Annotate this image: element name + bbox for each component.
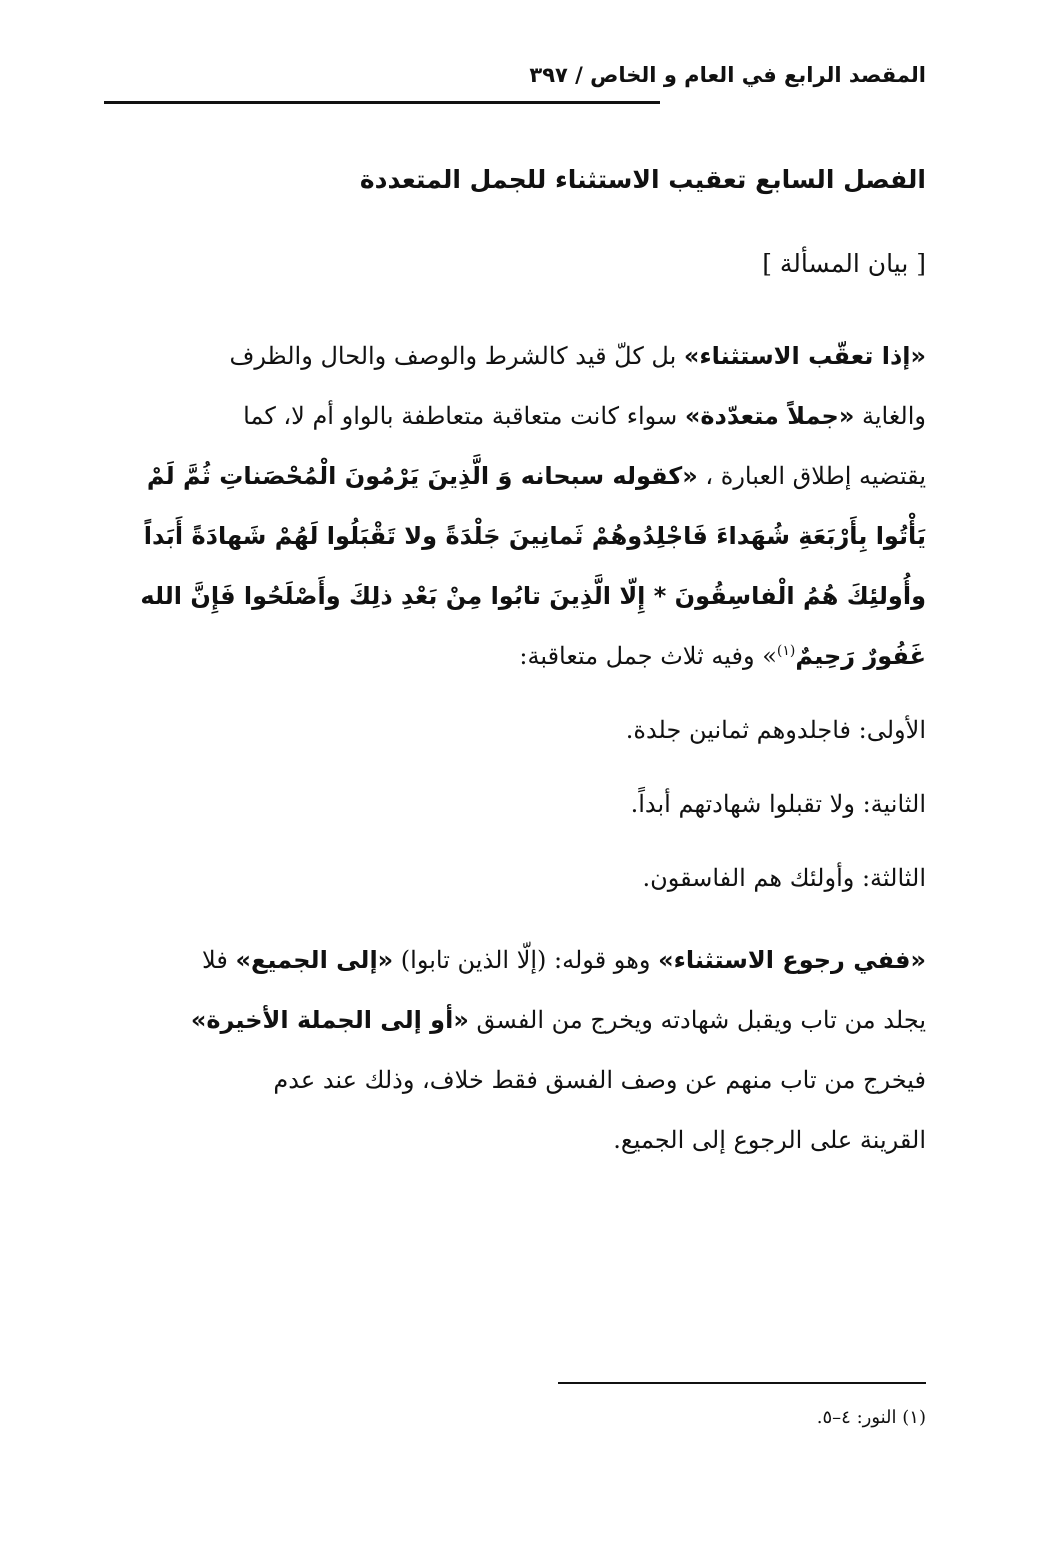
quran-verse-start: «كقوله سبحانه وَ الَّذِينَ يَرْمُونَ الْمُحْصَناتِ ثُمَّ لَمْ <box>146 462 698 490</box>
text-run: فلا <box>202 946 236 974</box>
paragraph-2-line-2 <box>104 990 926 1050</box>
paragraph-1 <box>104 326 926 686</box>
bold-phrase: «جملاً متعدّدة» <box>684 402 855 430</box>
text-run: » وفيه ثلاث جمل متعاقبة: <box>519 642 777 670</box>
bold-phrase: «أو إلى الجملة الأخيرة» <box>190 1006 469 1034</box>
paragraph-2-line-4: القرينة على الرجوع إلى الجميع. <box>613 1126 926 1154</box>
text-run: والغاية <box>854 402 926 430</box>
paragraph-1-line-3 <box>104 446 926 506</box>
quran-verse-line: يَأْتُوا بِأَرْبَعَةِ شُهَداءَ فَاجْلِدُوهُمْ ثَمانِينَ جَلْدَةً ولا تَقْبَلُوا لَهُمْ شَهادَةً أَبَداً <box>143 522 926 550</box>
chapter-title: الفصل السابع تعقيب الاستثناء للجمل المتعددة <box>359 165 926 194</box>
paragraph-2-line-3: فيخرج من تاب منهم عن وصف الفسق فقط خلاف، وذلك عند عدم <box>273 1066 926 1094</box>
paragraph-2-line-1 <box>104 930 926 990</box>
footnote: (١) النور: ٤–٥. <box>816 1407 926 1428</box>
footnote-rule <box>558 1382 926 1384</box>
header-rule <box>104 101 660 104</box>
footnote-marker: (١) <box>776 643 796 659</box>
text-run: وهو قوله: (إلّا الذين تابوا) <box>393 946 659 974</box>
list-item-first: الأولى: فاجلدوهم ثمانين جلدة. <box>625 716 926 744</box>
paragraph-1-line-6 <box>104 626 926 686</box>
quran-verse-line: وأُولئِكَ هُمُ الْفاسِقُونَ * إِلّا الَّذِينَ تابُوا مِنْ بَعْدِ ذلِكَ وأَصْلَحُوا فَإِنَّ الله <box>140 582 926 610</box>
list-item-third: الثالثة: وأولئك هم الفاسقون. <box>642 864 926 892</box>
paragraph-1-line-2 <box>104 386 926 446</box>
paragraph-1-line-1 <box>104 326 926 386</box>
text-run: يجلد من تاب ويقبل شهادته ويخرج من الفسق <box>468 1006 926 1034</box>
paragraph-2 <box>104 930 926 1170</box>
text-run: بل كلّ قيد كالشرط والوصف والحال والظرف <box>229 342 684 370</box>
running-head: المقصد الرابع في العام و الخاص / ٣٩٧ <box>529 63 926 87</box>
list-item-second: الثانية: ولا تقبلوا شهادتهم أبداً. <box>630 790 926 818</box>
text-run: يقتضيه إطلاق العبارة ، <box>697 462 926 490</box>
bold-phrase: «ففي رجوع الاستثناء» <box>658 946 926 974</box>
quran-verse-end: غَفُورٌ رَحِيمٌ <box>795 642 926 670</box>
section-label: [ بيان المسألة ] <box>762 249 926 278</box>
bold-phrase: «إلى الجميع» <box>235 946 394 974</box>
text-run: سواء كانت متعاقبة متعاطفة بالواو أم لا، كما <box>243 402 685 430</box>
bold-phrase: «إذا تعقّب الاستثناء» <box>683 342 926 370</box>
